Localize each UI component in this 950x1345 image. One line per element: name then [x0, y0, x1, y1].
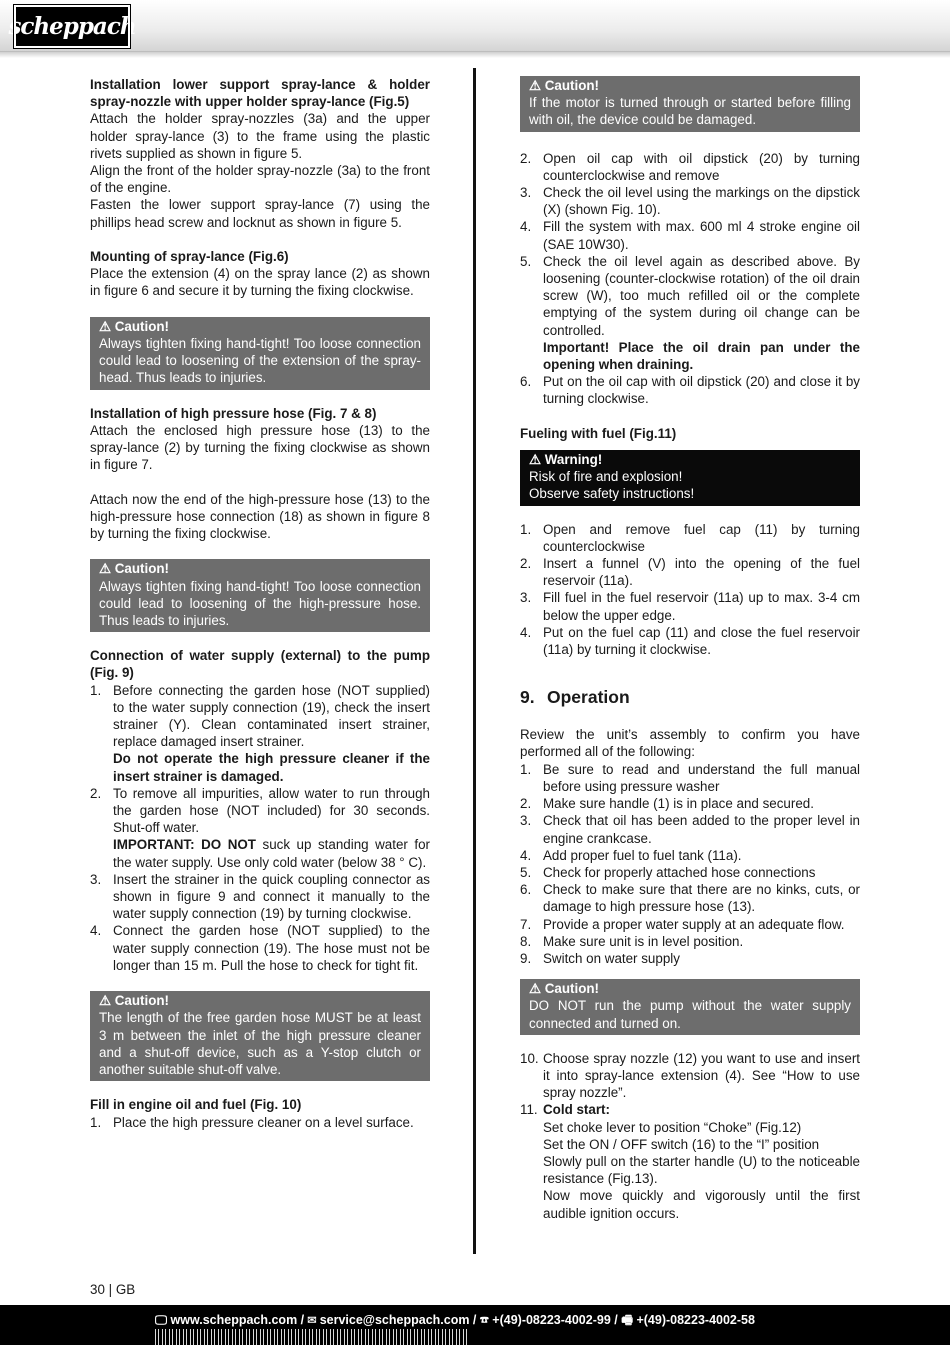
- list-item: 2. Open oil cap with oil dipstick (20) by turning counterclockwise and remove: [520, 150, 860, 183]
- caution-box: [90, 991, 430, 1081]
- list-item: 3. Check the oil level using the markings on the dipstick (X) (shown Fig. 10).: [520, 185, 860, 218]
- caution-text: The length of the free garden hose MUST be at least 3 m between the inlet of the high pressure cleaner and a shut-off device, such as a Y-stop clutch or another suitable shut-off valve.: [99, 1010, 421, 1078]
- right-column: [520, 76, 860, 1222]
- paragraph: Align the front of the holder spray-nozzle (3a) to the front of the engine.: [90, 163, 430, 196]
- list-item: 5. Check the oil level again as described above. By loosening (counter-clockwise rotation) of the oil drain screw (W), too much refilled oil or the complete emptying of the system during oil change can be controlled. Important! Place the oil drain pan under the opening when draining.: [520, 253, 860, 373]
- paragraph: Place the extension (4) on the spray lance (2) as shown in figure 6 and secure it by turning the fixing clockwise.: [90, 266, 430, 299]
- caution-text: Always tighten fixing hand-tight! Too loose connection could lead to loosening of the extension of the spray-head. Thus leads to injuries.: [99, 336, 421, 386]
- list-item: 3. Insert the strainer in the quick coupling connector as shown in figure 9 and connect it manually to the water supply connection (19) by turning clockwise.: [90, 871, 430, 922]
- caution-box: [520, 76, 860, 132]
- list-item: 9. Switch on water supply: [520, 950, 680, 966]
- list-item: 3. Check that oil has been added to the proper level in engine crankcase.: [520, 813, 860, 846]
- list-item: 11. Cold start: Set choke lever to position “Choke” (Fig.12) Set the ON / OFF switch (16) to the “I” position Slowly pull on the starter handle (U) to the noticeable resistance (Fig.13). Now move quickly and vigorously until the first audible ignition occurs.: [520, 1102, 860, 1221]
- warning-text: Observe safety instructions!: [529, 486, 695, 502]
- list-item: 6. Check to make sure that there are no kinks, cuts, or damage to high pressure hose (13).: [520, 882, 860, 915]
- paragraph: Attach the enclosed high pressure hose (13) to the spray-lance (2) by turning the fixing clockwise as shown in figure 7.: [90, 422, 430, 473]
- paragraph: Fasten the lower support spray-lance (7) using the phillips head screw and locknut as shown in figure 5.: [90, 197, 430, 230]
- oil-fill-list: [90, 1114, 430, 1131]
- page-header: [0, 0, 950, 52]
- list-item: 4. Fill the system with max. 600 ml 4 stroke engine oil (SAE 10W30).: [520, 219, 860, 252]
- operation-list: [520, 761, 860, 967]
- warning-box: [520, 450, 860, 506]
- paragraph: Attach the holder spray-nozzles (3a) and the upper holder spray-lance (3) to the frame using the plastic rivets supplied as shown in figure 5.: [90, 111, 430, 161]
- column-divider: [473, 68, 476, 1254]
- caution-box: [90, 317, 430, 390]
- caution-text: If the motor is turned through or started before filling with oil, the device could be damaged.: [529, 95, 851, 128]
- list-item: 2. Make sure handle (1) is in place and secured.: [520, 796, 814, 812]
- list-item: 2. Insert a funnel (V) into the opening of the fuel reservoir (11a).: [520, 556, 860, 589]
- caution-title: ⚠ Caution!: [99, 561, 170, 577]
- header-shadow: [0, 52, 950, 58]
- list-item: 3. Fill fuel in the fuel reservoir (11a) up to max. 3-4 cm below the upper edge.: [520, 590, 860, 623]
- list-item: 6. Put on the oil cap with oil dipstick (20) and close it by turning clockwise.: [520, 374, 860, 407]
- caution-title: ⚠ Caution!: [99, 993, 170, 1009]
- list-item: 4. Put on the fuel cap (11) and close the fuel reservoir (11a) by turning it clockwise.: [520, 624, 860, 658]
- warning-text: Risk of fire and explosion!: [529, 469, 683, 485]
- caution-title: ⚠ Caution!: [529, 981, 600, 997]
- caution-box: [520, 979, 860, 1035]
- caution-text: DO NOT run the pump without the water supply connected and turned on.: [529, 998, 851, 1031]
- section-heading: Installation of high pressure hose (Fig. 7 & 8): [90, 405, 377, 421]
- list-item: 4. Connect the garden hose (NOT supplied) to the water supply connection (19). The hose must not be longer than 15 m. Pull the hose to check for tight fit.: [90, 923, 430, 973]
- list-item: 2. To remove all impurities, allow water to run through the garden hose (NOT included) for 30 seconds. Shut-off water. IMPORTANT: DO NOT suck up standing water for the water supply. Use only cold water (below 38 ° C).: [90, 785, 430, 870]
- page-footer: [0, 1305, 950, 1345]
- water-supply-list: [90, 682, 430, 974]
- list-item: 1. Place the high pressure cleaner on a level surface.: [90, 1114, 414, 1130]
- section-title: 9. Operation: [520, 687, 630, 708]
- section-heading: Installation lower support spray-lance & holder spray-nozzle with upper holder spray-lance (Fig.5): [90, 77, 430, 110]
- section-heading: Connection of water supply (external) to the pump (Fig. 9): [90, 648, 430, 681]
- page-number: 30 | GB: [90, 1282, 136, 1297]
- list-item: 10. Choose spray nozzle (12) you want to use and insert it into spray-lance extension (4). See “How to use spray nozzle”.: [520, 1050, 860, 1101]
- section-heading: Fueling with fuel (Fig.11): [520, 425, 677, 441]
- fuel-steps-list: [520, 521, 860, 659]
- paragraph: Review the unit’s assembly to confirm you have performed all of the following:: [520, 727, 860, 760]
- section-heading: Mounting of spray-lance (Fig.6): [90, 249, 289, 265]
- warning-title: ⚠ Warning!: [529, 452, 603, 468]
- left-column: [90, 76, 430, 1131]
- list-item: 4. Add proper fuel to fuel tank (11a).: [520, 847, 742, 863]
- list-item: 7. Provide a proper water supply at an adequate flow.: [520, 916, 845, 932]
- caution-box: [90, 559, 430, 632]
- list-item: 1. Open and remove fuel cap (11) by turning counterclockwise: [520, 521, 860, 554]
- list-item: 1. Before connecting the garden hose (NOT supplied) to the water supply connection (19), check the insert strainer (Y). Clean contaminated insert strainer, replace damaged insert strainer. Do not operate the high pressure cleaner if the insert strainer is damaged.: [90, 682, 430, 784]
- list-item: 1. Be sure to read and understand the full manual before using pressure washer: [520, 761, 860, 794]
- list-item: 8. Make sure unit is in level position.: [520, 933, 744, 949]
- caution-title: ⚠ Caution!: [529, 78, 600, 93]
- caution-title: ⚠ Caution!: [99, 318, 170, 334]
- contact-line: 🖵 www.scheppach.com / ✉ service@scheppach.com / ☎ +(49)-08223-4002-99 / 🖷 +(49)-08223-4002-58: [155, 1313, 755, 1327]
- oil-steps-list: [520, 150, 860, 408]
- section-heading: Fill in engine oil and fuel (Fig. 10): [90, 1097, 302, 1113]
- paragraph: Attach now the end of the high-pressure hose (13) to the high-pressure hose connection (18) as shown in figure 8 by turning the fixing clockwise.: [90, 491, 430, 542]
- list-item: 5. Check for properly attached hose connections: [520, 864, 816, 880]
- brand-logo: scheppach: [14, 5, 130, 48]
- start-steps-list: [520, 1050, 860, 1222]
- caution-text: Always tighten fixing hand-tight! Too loose connection could lead to loosening of the high-pressure hose. Thus leads to injuries.: [99, 578, 421, 629]
- barcode-strip: [155, 1329, 470, 1345]
